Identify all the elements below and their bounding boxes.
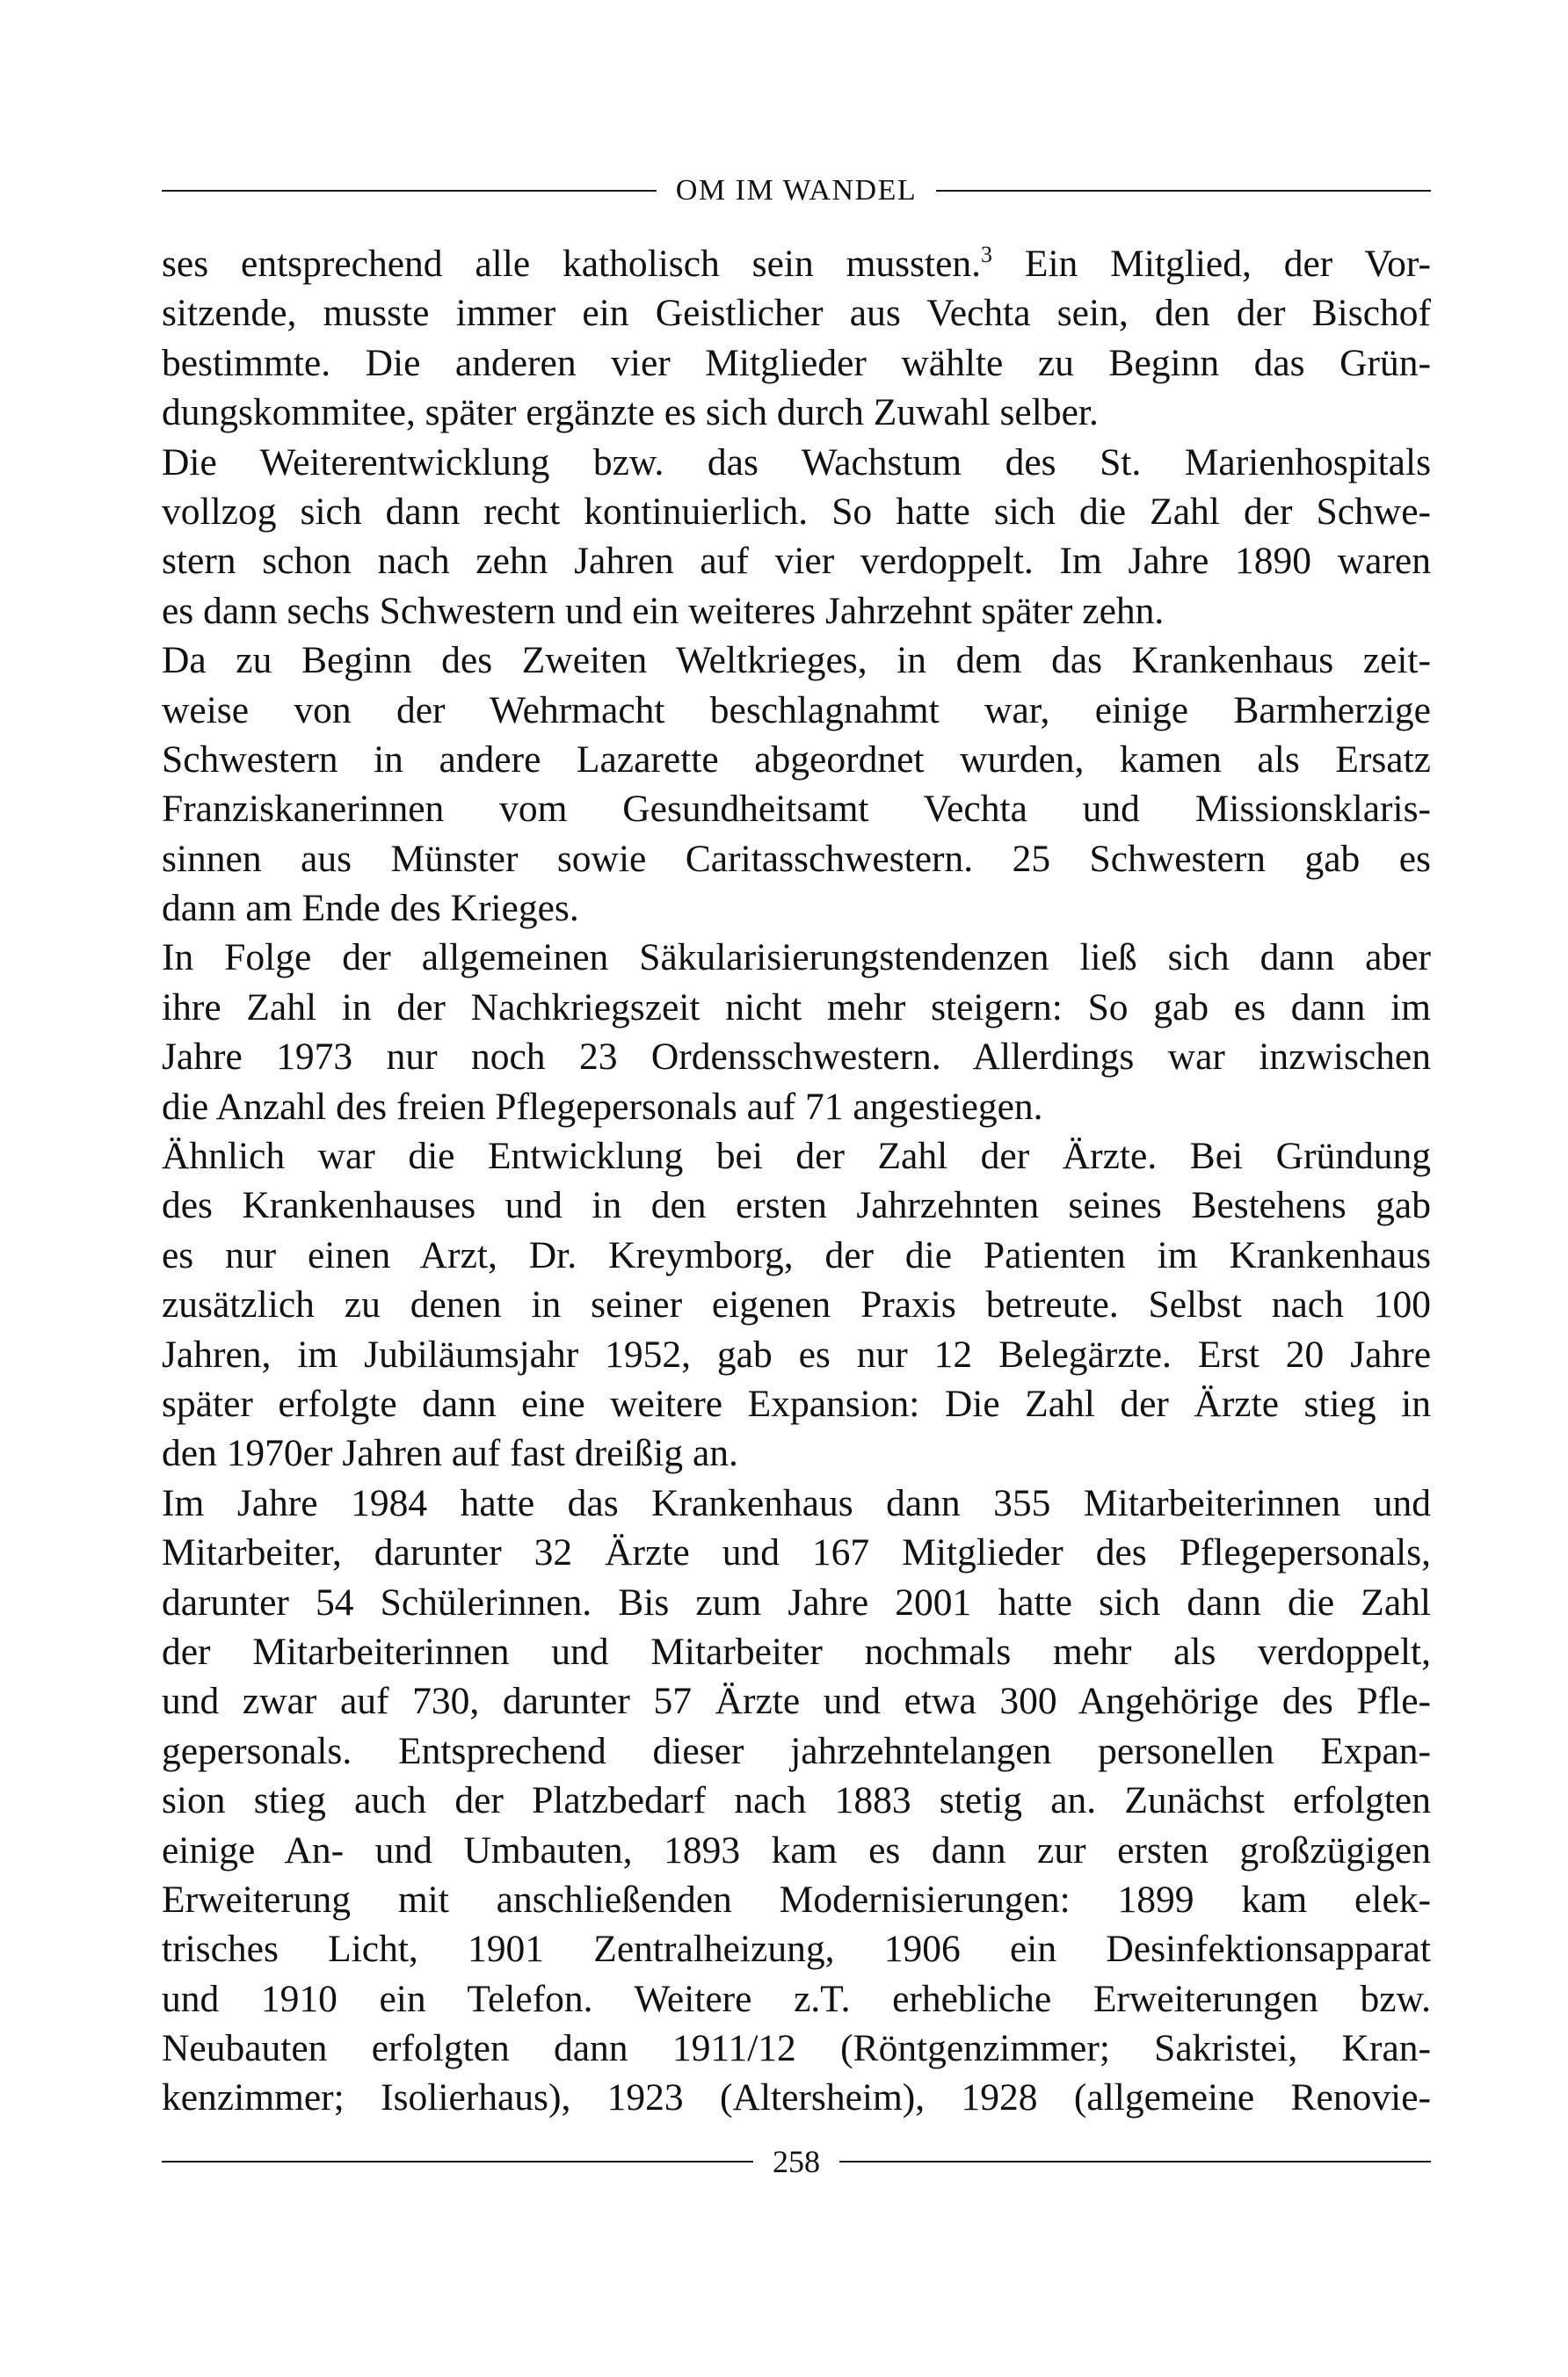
line-text: zusätzlich zu denen in seiner eigenen Praxis betreute. Selbst nach 100 bbox=[162, 1283, 1431, 1327]
line-text: weise von der Wehrmacht beschlagnahmt war, einige Barmherzige bbox=[162, 688, 1431, 731]
line-text: Neubauten erfolgten dann 1911/12 (Röntgenzimmer; Sakristei, Kran- bbox=[162, 2027, 1431, 2070]
text-line bbox=[162, 438, 1431, 487]
footnote-marker[interactable]: 3 bbox=[981, 242, 993, 267]
page-footer bbox=[162, 2138, 1431, 2185]
header-rule-right bbox=[936, 190, 1431, 192]
text-line bbox=[162, 1082, 1431, 1131]
line-text: gepersonals. Entsprechend dieser jahrzehntelangen personellen Expan- bbox=[162, 1729, 1431, 1772]
text-line bbox=[162, 2073, 1431, 2122]
text-line bbox=[162, 1428, 1431, 1478]
line-text: sinnen aus Münster sowie Caritasschwestern. 25 Schwestern gab es bbox=[162, 837, 1431, 880]
text-line bbox=[162, 784, 1431, 833]
text-line bbox=[162, 288, 1431, 338]
page-number: 258 bbox=[773, 2144, 820, 2179]
text-line bbox=[162, 1528, 1431, 1577]
text-line bbox=[162, 834, 1431, 883]
text-line bbox=[162, 1280, 1431, 1329]
line-text: des Krankenhauses und in den ersten Jahrzehnten seines Bestehens gab bbox=[162, 1184, 1431, 1227]
text-line bbox=[162, 1379, 1431, 1428]
text-line bbox=[162, 883, 1431, 933]
line-text: Jahre 1973 nur noch 23 Ordensschwestern. Allerdings war inzwischen bbox=[162, 1036, 1431, 1079]
line-text: bestimmte. Die anderen vier Mitglieder wählte zu Beginn das Grün- bbox=[162, 341, 1431, 384]
text-line bbox=[162, 686, 1431, 735]
text-line bbox=[162, 487, 1431, 536]
line-text: Mitarbeiter, darunter 32 Ärzte und 167 Mitglieder des Pflegepersonals, bbox=[162, 1531, 1431, 1574]
line-text: und zwar auf 730, darunter 57 Ärzte und etwa 300 Angehörige des Pfle- bbox=[162, 1680, 1431, 1723]
body-text bbox=[162, 239, 1431, 2123]
running-title: OM IM WANDEL bbox=[675, 174, 918, 207]
text-line bbox=[162, 1479, 1431, 1528]
line-text: stern schon nach zehn Jahren auf vier verdoppelt. Im Jahre 1890 waren bbox=[162, 540, 1431, 583]
line-text: vollzog sich dann recht kontinuierlich. So hatte sich die Zahl der Schwe- bbox=[162, 490, 1431, 533]
text-line bbox=[162, 239, 1431, 288]
line-text: sion stieg auch der Platzbedarf nach 1883 stetig an. Zunächst erfolgten bbox=[162, 1779, 1431, 1822]
line-text: einige An- und Umbauten, 1893 kam es dann zur ersten großzügigen bbox=[162, 1828, 1431, 1872]
line-text: darunter 54 Schülerinnen. Bis zum Jahre 2001 hatte sich dann die Zahl bbox=[162, 1581, 1431, 1624]
line-text: Im Jahre 1984 hatte das Krankenhaus dann 355 Mitarbeiterinnen und bbox=[162, 1481, 1431, 1524]
text-line bbox=[162, 933, 1431, 982]
line-text: es dann sechs Schwestern und ein weiteres Jahrzehnt später zehn. bbox=[162, 589, 1165, 632]
text-line bbox=[162, 536, 1431, 585]
line-text: der Mitarbeiterinnen und Mitarbeiter nochmals mehr als verdoppelt, bbox=[162, 1630, 1431, 1673]
footer-rule-right bbox=[839, 2161, 1431, 2163]
text-line bbox=[162, 1924, 1431, 1974]
line-text: Schwestern in andere Lazarette abgeordnet wurden, kamen als Ersatz bbox=[162, 738, 1431, 781]
text-line bbox=[162, 1726, 1431, 1776]
line-text: sitzende, musste immer ein Geistlicher aus Vechta sein, den der Bischof bbox=[162, 292, 1431, 335]
header-rule-left bbox=[162, 190, 657, 192]
text-line bbox=[162, 1627, 1431, 1676]
line-text: Erweiterung mit anschließenden Modernisierungen: 1899 kam elek- bbox=[162, 1878, 1431, 1921]
text-line bbox=[162, 1330, 1431, 1379]
text-line bbox=[162, 388, 1431, 437]
line-text: dungskommitee, später ergänzte es sich durch Zuwahl selber. bbox=[162, 391, 1099, 434]
text-line bbox=[162, 2024, 1431, 2073]
line-text: Jahren, im Jubiläumsjahr 1952, gab es nur 12 Belegärzte. Erst 20 Jahre bbox=[162, 1333, 1431, 1376]
line-text: den 1970er Jahren auf fast dreißig an. bbox=[162, 1432, 738, 1475]
line-text: später erfolgte dann eine weitere Expansion: Die Zahl der Ärzte stieg in bbox=[162, 1382, 1431, 1425]
line-text: Franziskanerinnen vom Gesundheitsamt Vechta und Missionsklaris- bbox=[162, 788, 1431, 831]
footer-rule-left bbox=[162, 2161, 753, 2163]
line-text: ses entsprechend alle katholisch sein mussten. bbox=[162, 243, 982, 285]
text-line bbox=[162, 1826, 1431, 1875]
line-text: und 1910 ein Telefon. Weitere z.T. erhebliche Erweiterungen bzw. bbox=[162, 1977, 1431, 2020]
line-text-continued: Ein Mitglied, der Vor- bbox=[992, 243, 1431, 285]
text-line bbox=[162, 983, 1431, 1032]
text-line bbox=[162, 636, 1431, 685]
line-text: es nur einen Arzt, Dr. Kreymborg, der die Patienten im Krankenhaus bbox=[162, 1233, 1431, 1276]
line-text: kenzimmer; Isolierhaus), 1923 (Altersheim), 1928 (allgemeine Renovie- bbox=[162, 2076, 1431, 2119]
text-line bbox=[162, 1875, 1431, 1924]
text-line bbox=[162, 1231, 1431, 1280]
line-text: Da zu Beginn des Zweiten Weltkrieges, in dem das Krankenhaus zeit- bbox=[162, 639, 1431, 682]
line-text: Die Weiterentwicklung bzw. das Wachstum des St. Marienhospitals bbox=[162, 440, 1431, 483]
text-line bbox=[162, 1776, 1431, 1825]
text-line bbox=[162, 1032, 1431, 1081]
line-text: ihre Zahl in der Nachkriegszeit nicht mehr steigern: So gab es dann im bbox=[162, 985, 1431, 1029]
text-line bbox=[162, 586, 1431, 636]
running-header bbox=[162, 167, 1431, 214]
text-line bbox=[162, 1578, 1431, 1627]
text-line bbox=[162, 1676, 1431, 1726]
text-line bbox=[162, 1974, 1431, 2024]
line-text: Ähnlich war die Entwicklung bei der Zahl der Ärzte. Bei Gründung bbox=[162, 1135, 1431, 1178]
text-line bbox=[162, 1181, 1431, 1230]
line-text: die Anzahl des freien Pflegepersonals auf 71 angestiegen. bbox=[162, 1085, 1043, 1128]
line-text: In Folge der allgemeinen Säkularisierungstendenzen ließ sich dann aber bbox=[162, 936, 1431, 979]
text-line bbox=[162, 1131, 1431, 1181]
text-line bbox=[162, 338, 1431, 388]
line-text: dann am Ende des Krieges. bbox=[162, 887, 579, 930]
line-text: trisches Licht, 1901 Zentralheizung, 1906 ein Desinfektionsapparat bbox=[162, 1928, 1431, 1971]
text-line bbox=[162, 735, 1431, 784]
